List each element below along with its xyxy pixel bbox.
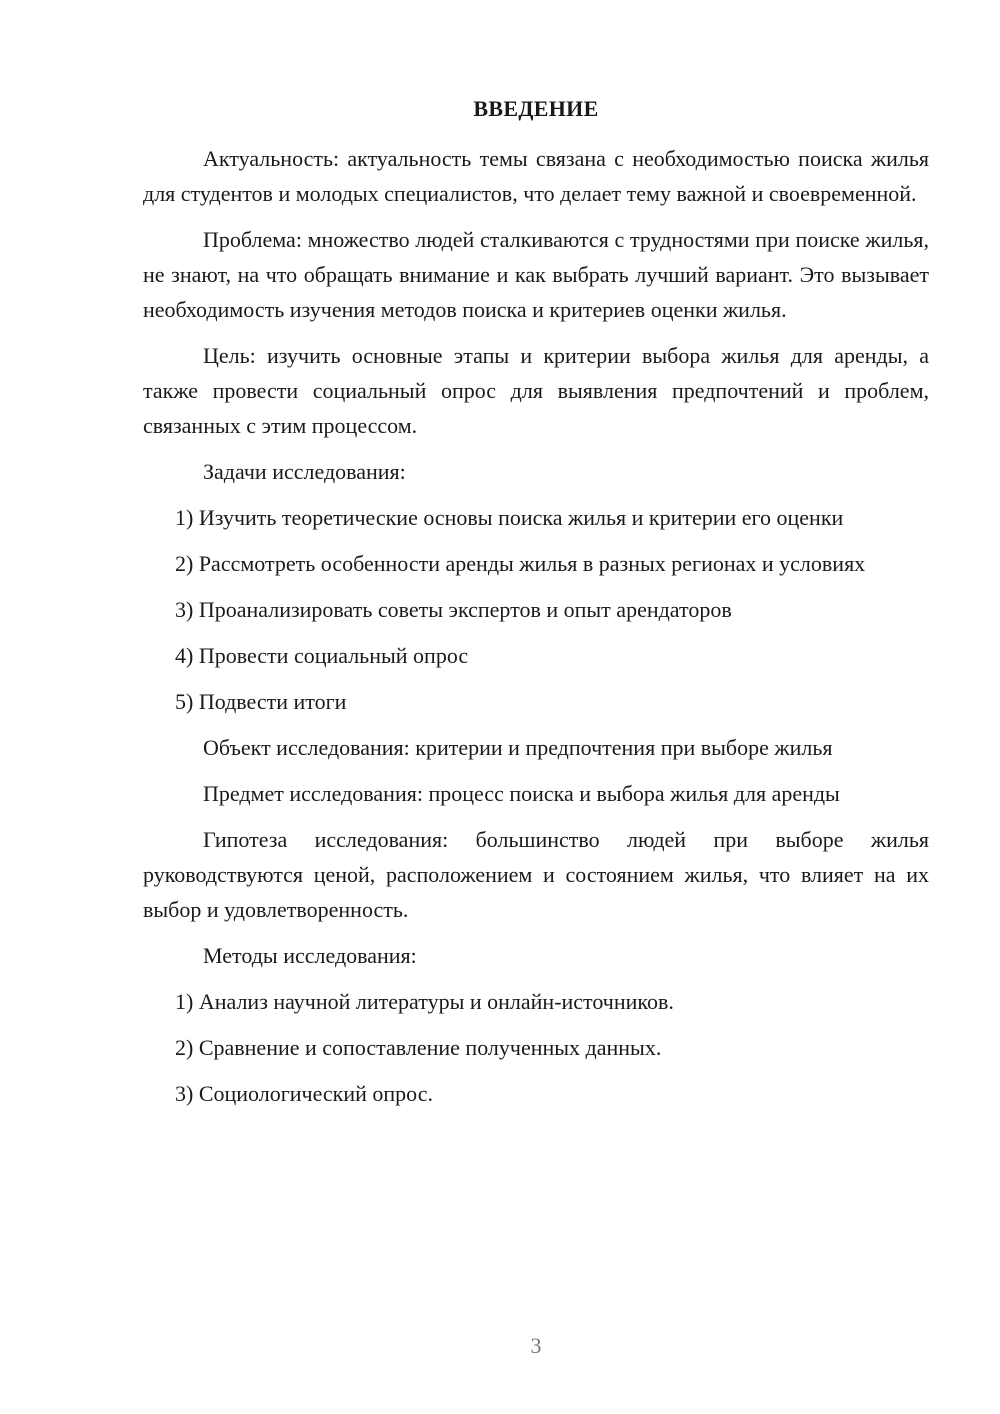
- task-item: 4) Провести социальный опрос: [175, 643, 469, 668]
- section-title: ВВЕДЕНИЕ: [473, 96, 599, 121]
- document-body: [143, 141, 929, 1122]
- method-item: 2) Сравнение и сопоставление полученных данных.: [175, 1035, 662, 1060]
- relevance-paragraph: Актуальность: актуальность темы связана с необходимостью поиска жилья для студентов и молодых специалистов, что делает тему важной и своевременной.: [143, 146, 929, 206]
- task-item: 1) Изучить теоретические основы поиска жилья и критерии его оценки: [175, 505, 844, 530]
- task-item: 5) Подвести итоги: [175, 689, 347, 714]
- page-number: 3: [530, 1333, 542, 1358]
- goal-paragraph: Цель: изучить основные этапы и критерии выбора жилья для аренды, а также провести социальный опрос для выявления предпочтений и проблем, связанных с этим процессом.: [143, 343, 929, 438]
- tasks-heading: Задачи исследования:: [203, 459, 406, 484]
- subject-paragraph: Предмет исследования: процесс поиска и выбора жилья для аренды: [203, 781, 840, 806]
- task-item: 2) Рассмотреть особенности аренды жилья в разных регионах и условиях: [175, 551, 866, 576]
- problem-paragraph: Проблема: множество людей сталкиваются с трудностями при поиске жилья, не знают, на что обращать внимание и как выбрать лучший вариант. Это вызывает необходимость изучения методов поиска и критериев оценки жилья.: [143, 227, 929, 322]
- methods-heading: Методы исследования:: [203, 943, 417, 968]
- object-paragraph: Объект исследования: критерии и предпочтения при выборе жилья: [203, 735, 833, 760]
- task-item: 3) Проанализировать советы экспертов и опыт арендаторов: [175, 597, 732, 622]
- hypothesis-paragraph: Гипотеза исследования: большинство людей при выборе жилья руководствуются ценой, расположением и состоянием жилья, что влияет на их выбор и удовлетворенность.: [143, 827, 929, 922]
- method-item: 1) Анализ научной литературы и онлайн-источников.: [175, 989, 674, 1014]
- method-item: 3) Социологический опрос.: [175, 1081, 433, 1106]
